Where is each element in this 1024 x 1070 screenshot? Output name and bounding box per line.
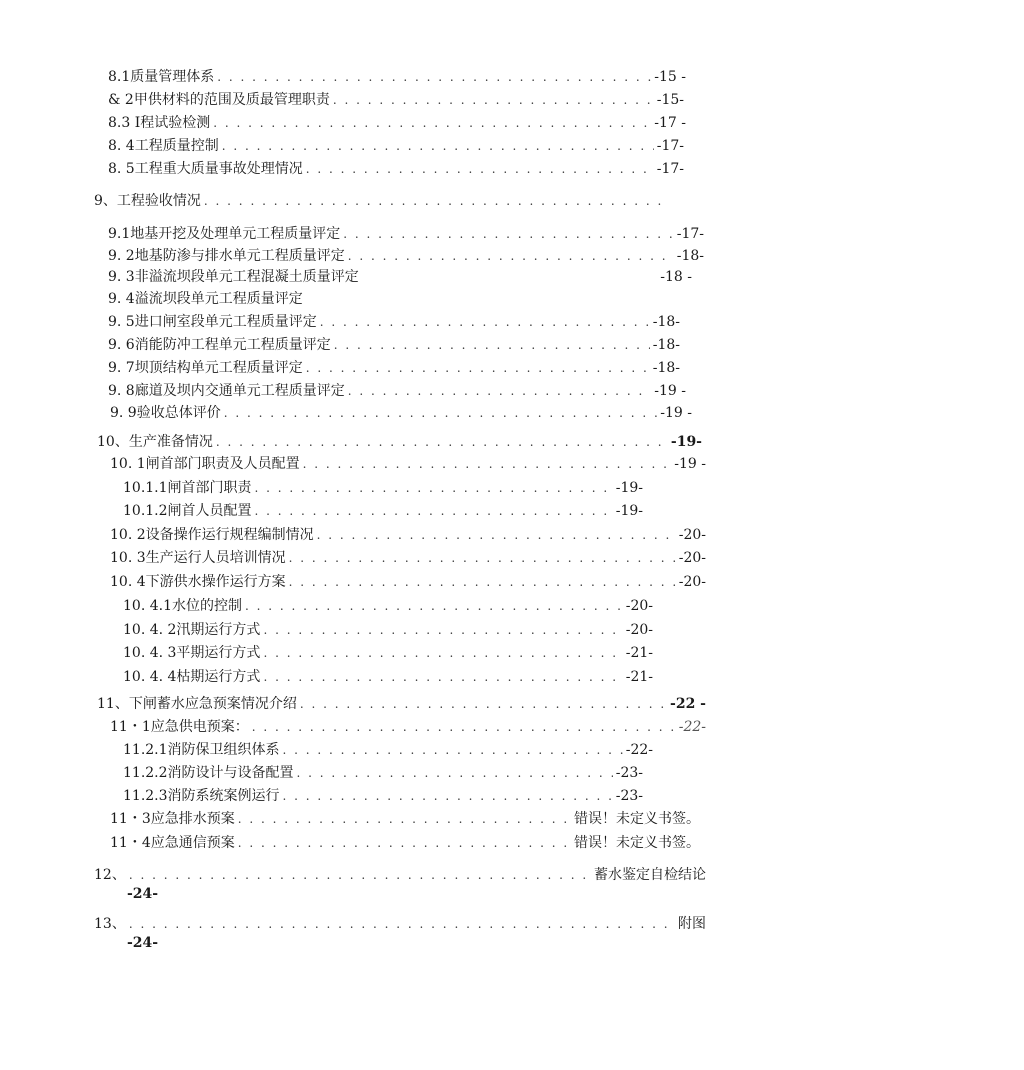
toc-entry[interactable] xyxy=(94,865,706,885)
toc-entry-label: 9. 2地基防渗与排水单元工程质量评定 xyxy=(108,248,345,264)
toc-entry-label: 9. 4溢流坝段单元工程质量评定 xyxy=(108,291,303,307)
toc-entry-page: -20- xyxy=(625,598,653,614)
toc-entry-page-continued: -24- xyxy=(127,935,159,951)
toc-entry-page: -19- xyxy=(670,434,702,450)
toc-entry[interactable] xyxy=(123,786,643,806)
toc-entry-page: -22- xyxy=(678,719,706,735)
toc-entry-page: -23- xyxy=(615,788,643,804)
toc-entry-label: 10. 4. 3平期运行方式 xyxy=(123,645,261,661)
toc-entry-label: 13、 xyxy=(94,916,126,932)
dot-leader xyxy=(238,833,571,853)
toc-entry-page: -20- xyxy=(678,550,706,566)
toc-entry[interactable] xyxy=(108,289,408,309)
dot-leader xyxy=(263,667,622,687)
dot-leader xyxy=(245,596,623,616)
toc-entry[interactable] xyxy=(108,113,686,133)
toc-entry-label: 10. 4下游供水操作运行方案 xyxy=(110,574,286,590)
toc-entry[interactable] xyxy=(108,267,692,287)
toc-entry-page: -15- xyxy=(656,92,684,108)
dot-leader xyxy=(300,694,667,714)
toc-entry[interactable] xyxy=(110,548,706,568)
toc-entry[interactable] xyxy=(108,67,686,87)
toc-entry[interactable] xyxy=(123,620,653,640)
dot-leader xyxy=(317,525,676,545)
toc-entry-label: & 2甲供材料的范围及质最管理职责 xyxy=(108,92,330,108)
toc-entry-label: 11・3应急排水预案 xyxy=(110,811,235,827)
toc-entry[interactable] xyxy=(110,809,700,829)
toc-entry-page: -17- xyxy=(676,226,704,242)
toc-entry[interactable] xyxy=(108,90,684,110)
dot-leader xyxy=(334,335,650,355)
dot-leader xyxy=(222,136,654,156)
toc-entry[interactable] xyxy=(123,501,643,521)
dot-leader xyxy=(224,403,658,423)
toc-entry-label: 8.3 I程试验检测 xyxy=(108,115,211,131)
toc-entry[interactable] xyxy=(108,312,680,332)
toc-entry-page: 错误！未定义书签。 xyxy=(574,811,700,827)
toc-entry-page: -21- xyxy=(625,645,653,661)
dot-leader xyxy=(320,312,650,332)
toc-entry-page: -19 - xyxy=(660,405,692,421)
toc-entry-label: 10. 4. 2汛期运行方式 xyxy=(123,622,261,638)
toc-entry-label: 9. 8廊道及坝内交通单元工程质量评定 xyxy=(108,383,345,399)
toc-entry-label: 10. 1闸首部门职责及人员配置 xyxy=(110,456,300,472)
toc-entry-label: 11.2.1消防保卫组织体系 xyxy=(123,742,280,758)
dot-leader xyxy=(333,90,654,110)
toc-entry-label: 8. 5工程重大质量事故处理情况 xyxy=(108,161,303,177)
toc-entry-page: -20- xyxy=(678,574,706,590)
toc-entry[interactable] xyxy=(108,246,704,266)
toc-entry-page: -22- xyxy=(625,742,653,758)
toc-entry[interactable] xyxy=(108,159,684,179)
toc-entry-page: 蓄水鉴定自检结论 xyxy=(594,867,706,883)
dot-leader xyxy=(252,717,676,737)
dot-leader xyxy=(306,358,650,378)
dot-leader xyxy=(289,548,676,568)
toc-entry-label: 10. 3生产运行人员培训情况 xyxy=(110,550,286,566)
dot-leader xyxy=(238,809,571,829)
toc-entry-label: 9、工程验收情况 xyxy=(94,193,201,209)
toc-entry-page: -20- xyxy=(625,622,653,638)
dot-leader xyxy=(263,620,622,640)
toc-entry[interactable] xyxy=(110,454,706,474)
toc-entry-label: 11・1应急供电预案： xyxy=(110,719,249,735)
toc-entry[interactable] xyxy=(123,596,653,616)
toc-entry-page: 错误！未定义书签。 xyxy=(574,835,700,851)
toc-entry-label: 10.1.1闸首部门职责 xyxy=(123,480,252,496)
toc-entry[interactable] xyxy=(94,914,706,934)
toc-entry[interactable] xyxy=(108,136,684,156)
toc-entry-label: 12、 xyxy=(94,867,126,883)
dot-leader xyxy=(255,478,613,498)
dot-leader xyxy=(348,246,674,266)
toc-entry-label: 10.1.2闸首人员配置 xyxy=(123,503,252,519)
toc-entry-page: -18- xyxy=(652,360,680,376)
toc-entry-page: -22 - xyxy=(670,696,706,712)
toc-entry[interactable] xyxy=(97,432,702,452)
dot-leader xyxy=(306,159,654,179)
toc-entry[interactable] xyxy=(94,191,664,211)
toc-entry-label: 9. 9验收总体评价 xyxy=(110,405,221,421)
toc-entry-label: 9. 3非溢流坝段单元工程混凝土质量评定 xyxy=(108,269,359,285)
toc-entry-label: 11.2.3消防系统案例运行 xyxy=(123,788,280,804)
toc-entry-label: 9. 5进口闸室段单元工程质量评定 xyxy=(108,314,317,330)
toc-entry-label: 9. 7坝顶结构单元工程质量评定 xyxy=(108,360,303,376)
toc-entry-label: 8.1质量管理体系 xyxy=(108,69,215,85)
toc-entry[interactable] xyxy=(110,572,706,592)
toc-entry-label: 8. 4工程质量控制 xyxy=(108,138,219,154)
toc-entry[interactable] xyxy=(108,381,686,401)
dot-leader xyxy=(129,914,675,934)
toc-entry-page: -19- xyxy=(615,480,643,496)
dot-leader xyxy=(216,432,668,452)
toc-entry-page: -17- xyxy=(656,161,684,177)
toc-entry-page: -18- xyxy=(676,248,704,264)
toc-entry[interactable] xyxy=(110,717,706,737)
dot-leader xyxy=(129,865,591,885)
dot-leader xyxy=(297,763,613,783)
toc-entry-label: 10. 2设备操作运行规程编制情况 xyxy=(110,527,314,543)
dot-leader xyxy=(263,643,622,663)
toc-entry-page: -18- xyxy=(652,337,680,353)
toc-entry-label: 9.1地基开挖及处理单元工程质量评定 xyxy=(108,226,341,242)
dot-leader xyxy=(217,67,651,87)
dot-leader xyxy=(213,113,651,133)
toc-entry[interactable] xyxy=(123,478,643,498)
toc-entry-page: -18- xyxy=(652,314,680,330)
toc-entry-label: 9. 6消能防冲工程单元工程质量评定 xyxy=(108,337,331,353)
toc-entry[interactable] xyxy=(108,224,704,244)
dot-leader xyxy=(343,224,673,244)
toc-entry-label: 10、生产准备情况 xyxy=(97,434,213,450)
dot-leader xyxy=(283,740,623,760)
toc-entry-page: -21- xyxy=(625,669,653,685)
toc-entry-label: 10. 4. 4枯期运行方式 xyxy=(123,669,261,685)
toc-entry-page: -19 - xyxy=(674,456,706,472)
toc-entry-label: 11.2.2消防设计与设备配置 xyxy=(123,765,294,781)
toc-entry[interactable] xyxy=(123,667,653,687)
dot-leader xyxy=(283,786,613,806)
toc-entry-page: -17- xyxy=(656,138,684,154)
toc-entry-page: 附图 xyxy=(678,916,706,932)
dot-leader xyxy=(289,572,676,592)
toc-entry[interactable] xyxy=(123,763,643,783)
toc-entry-page: -19 - xyxy=(654,383,686,399)
dot-leader xyxy=(348,381,652,401)
toc-entry[interactable] xyxy=(108,358,680,378)
toc-entry-page: -18 - xyxy=(660,269,692,285)
toc-entry-label: 11・4应急通信预案 xyxy=(110,835,235,851)
dot-leader xyxy=(255,501,613,521)
toc-entry-page: -20- xyxy=(678,527,706,543)
toc-entry[interactable] xyxy=(110,403,692,423)
toc-entry-page-continued: -24- xyxy=(127,886,159,902)
toc-entry[interactable] xyxy=(123,643,653,663)
toc-entry[interactable] xyxy=(110,525,706,545)
toc-entry-page: -15 - xyxy=(654,69,686,85)
dot-leader xyxy=(303,454,672,474)
toc-entry[interactable] xyxy=(123,740,653,760)
toc-entry-label: 11、下闸蓄水应急预案情况介绍 xyxy=(97,696,297,712)
toc-entry-page: -17 - xyxy=(654,115,686,131)
dot-leader xyxy=(204,191,661,211)
toc-entry[interactable] xyxy=(97,694,706,714)
toc-entry[interactable] xyxy=(110,833,700,853)
toc-entry-label: 10. 4.1水位的控制 xyxy=(123,598,242,614)
toc-entry[interactable] xyxy=(108,335,680,355)
toc-entry-page: -23- xyxy=(615,765,643,781)
toc-entry-page: -19- xyxy=(615,503,643,519)
